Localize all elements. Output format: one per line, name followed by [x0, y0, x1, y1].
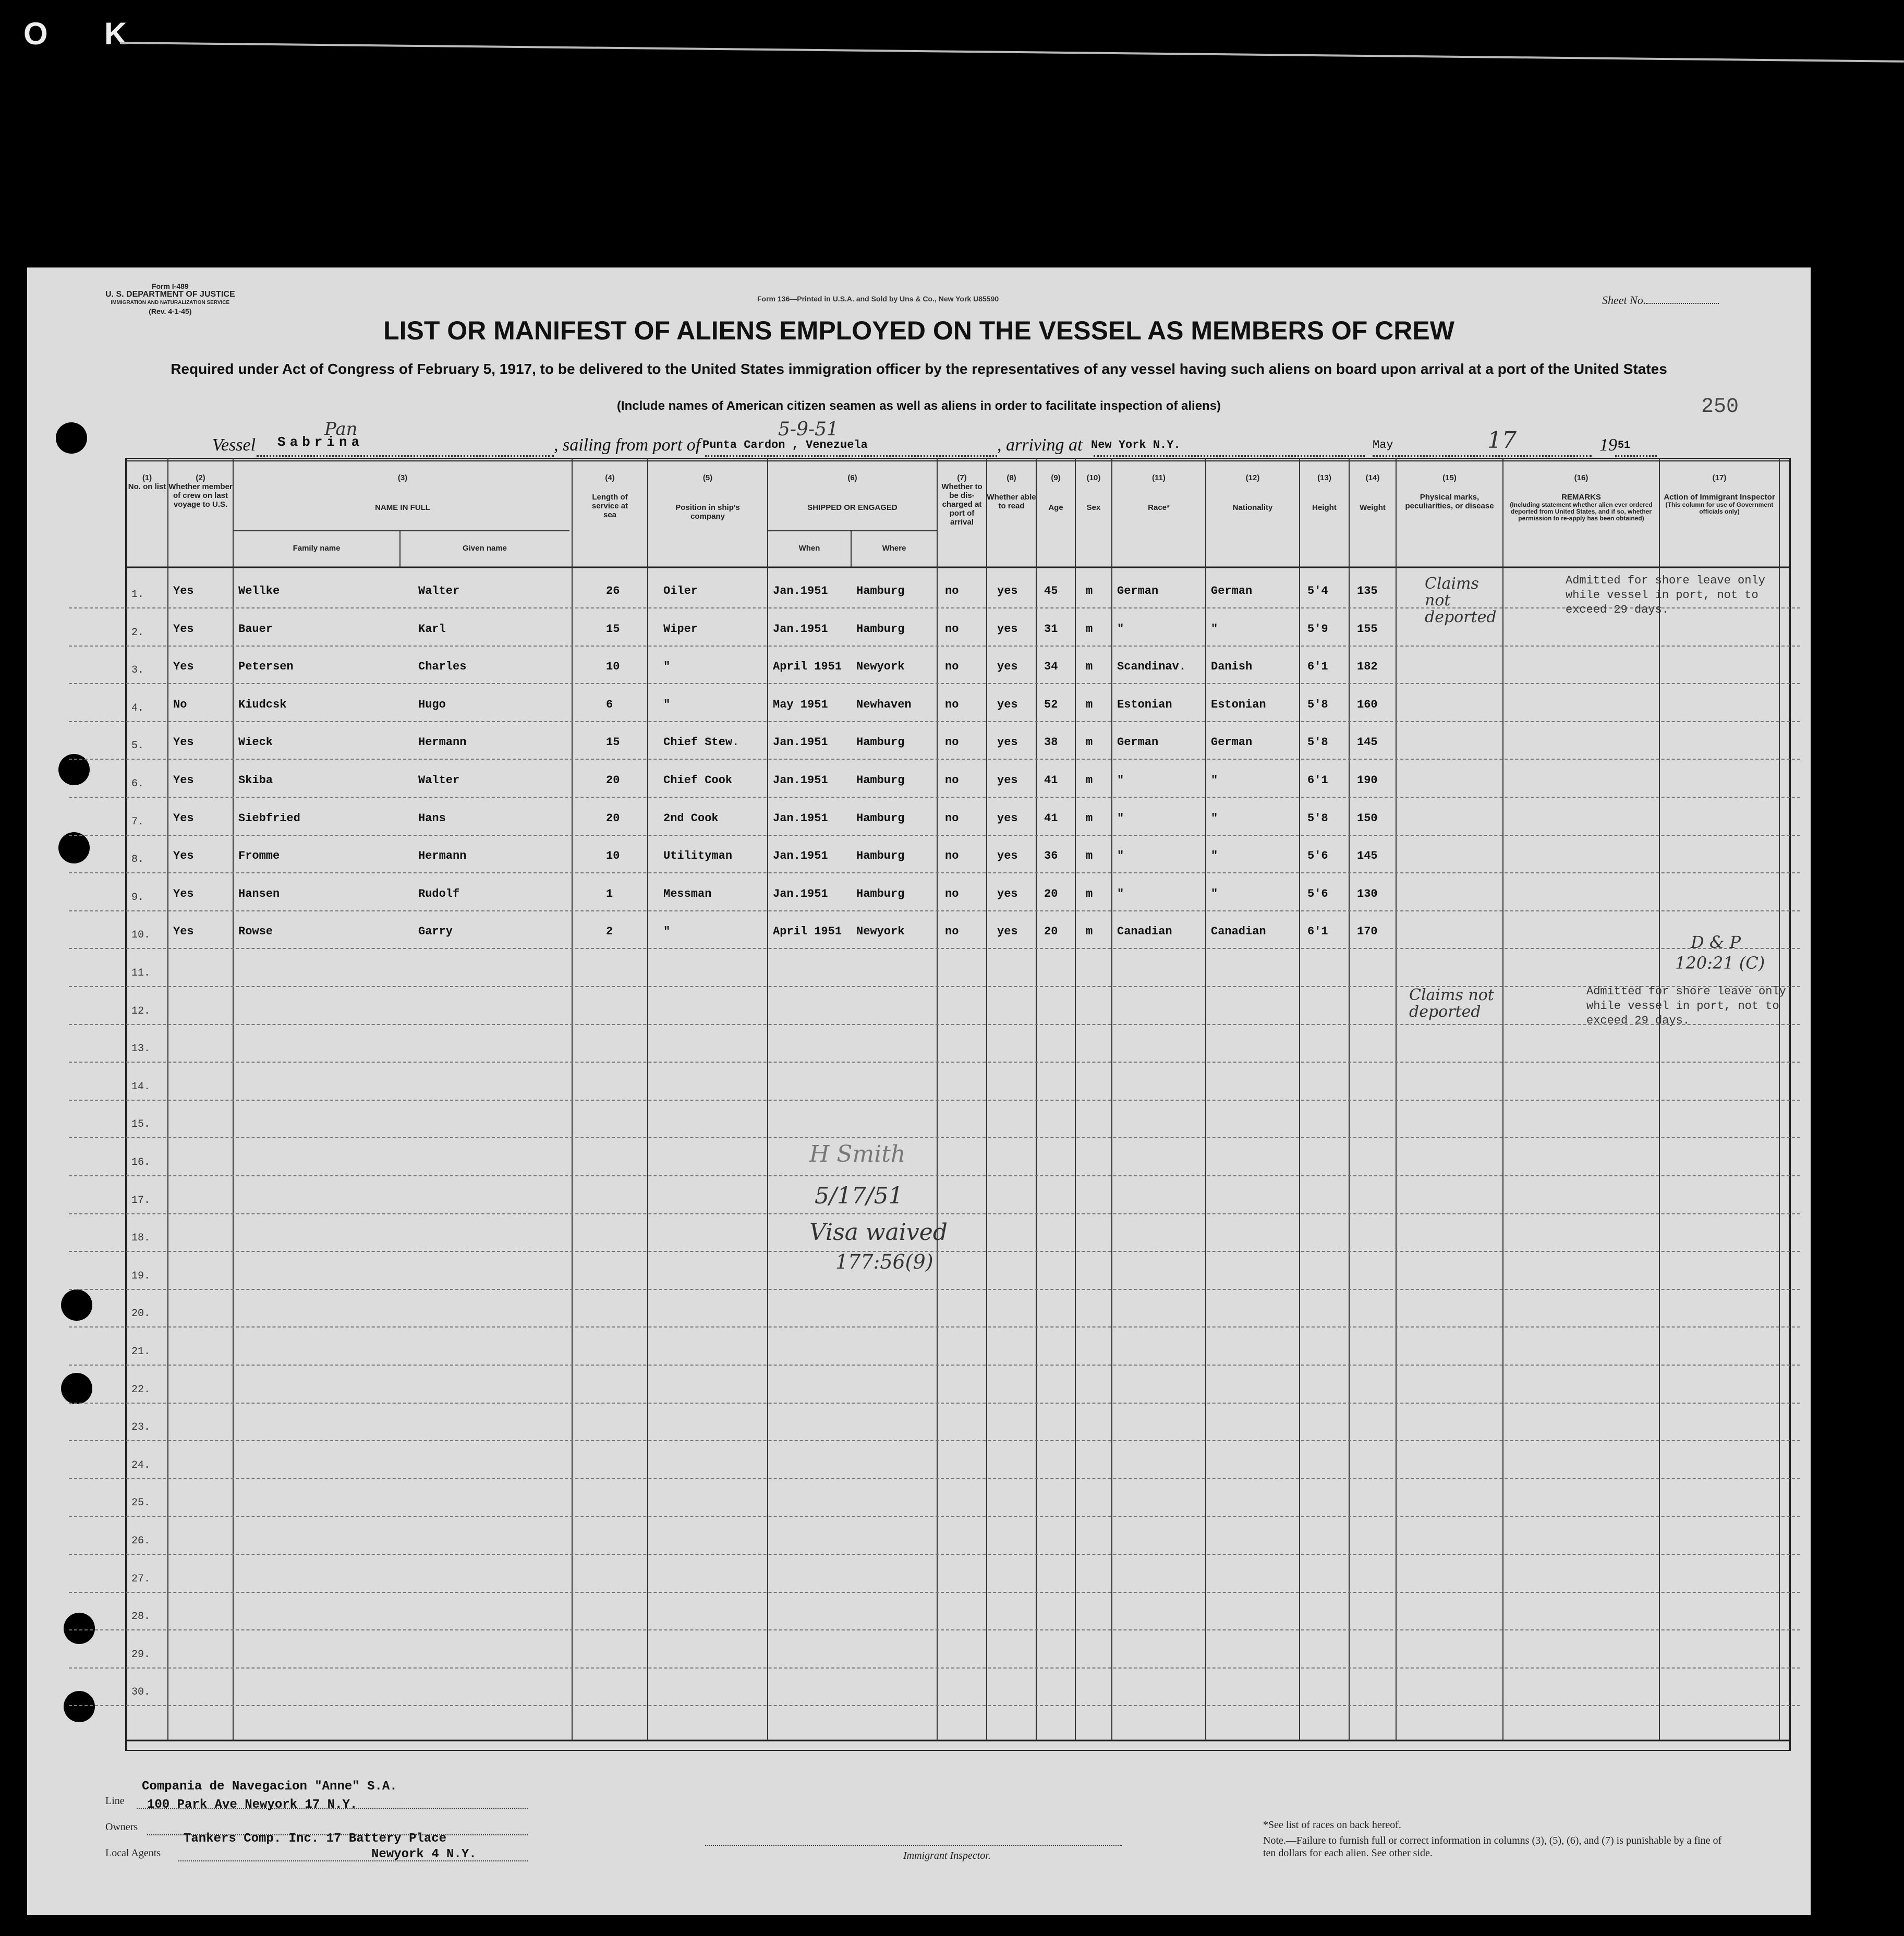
row-number: 11. [131, 967, 151, 979]
cell-age: 36 [1044, 849, 1058, 863]
cell-age: 41 [1044, 774, 1058, 787]
cell-race: German [1117, 736, 1159, 749]
cell-family-name: Kiudcsk [238, 698, 287, 711]
department: U. S. DEPARTMENT OF JUSTICE [105, 290, 235, 299]
cell-position: Chief Cook [663, 774, 733, 787]
empty-row [69, 987, 1800, 1025]
remark-shore-leave-1: Admitted for shore leave only while vessel in port, not to exceed 29 days. [1566, 574, 1765, 616]
cell-weight: 190 [1357, 774, 1378, 787]
arrival-month: May [1373, 439, 1393, 452]
cell-last-voyage: Yes [173, 774, 194, 787]
crew-row [69, 646, 1800, 684]
sheet-number [1602, 294, 1719, 307]
races-note: *See list of races on back hereof. [1263, 1819, 1401, 1831]
row-number: 29. [131, 1648, 151, 1661]
cell-height: 6'1 [1307, 660, 1328, 674]
cell-able-to-read: yes [997, 774, 1018, 787]
cell-weight: 145 [1357, 736, 1378, 749]
col-physical-header: (15) Physical marks, peculiarities, or disease [1405, 473, 1494, 510]
row-number: 13. [131, 1043, 151, 1055]
cell-weight: 170 [1357, 925, 1378, 939]
col-read-header: (8) Whether able to read [987, 473, 1036, 510]
cell-age: 38 [1044, 736, 1058, 749]
cell-sex: m [1086, 849, 1093, 863]
crew-row [69, 797, 1800, 836]
cell-able-to-read: yes [997, 585, 1018, 598]
visa-waived: Visa waived [809, 1219, 948, 1246]
cell-last-voyage: Yes [173, 736, 194, 749]
line-company: Compania de Navegacion "Anne" S.A. [142, 1780, 397, 1794]
col-race-header: (11) Race* [1148, 473, 1170, 512]
cell-given-name: Garry [418, 925, 453, 939]
row-number: 19. [131, 1270, 151, 1282]
cell-shipped-when: Jan.1951 [773, 585, 828, 598]
cell-sex: m [1086, 660, 1093, 674]
cell-given-name: Rudolf [418, 887, 460, 900]
cell-shipped-where: Newyork [856, 925, 905, 939]
cell-able-to-read: yes [997, 698, 1018, 711]
row-number: 2. [131, 626, 144, 639]
cell-nationality: " [1211, 811, 1218, 825]
cell-age: 20 [1044, 887, 1058, 900]
year-suffix: 51 [1618, 440, 1631, 452]
arriving-label: , arriving at [997, 435, 1083, 455]
row-number: 12. [131, 1005, 151, 1017]
crew-row [69, 910, 1800, 949]
cell-service-years: 10 [606, 849, 620, 863]
row-number: 14. [131, 1080, 151, 1093]
col-service-header: (4) Length of service at sea [591, 473, 628, 519]
cell-height: 5'4 [1307, 585, 1328, 598]
vessel-name: Sabrina [277, 434, 364, 450]
col-action-header: (17) Action of Immigrant Inspector (This column for use of Government officials only) [1664, 473, 1775, 515]
cell-height: 5'8 [1307, 736, 1328, 749]
cell-shipped-when: Jan.1951 [773, 887, 828, 900]
crew-row [69, 570, 1800, 608]
legal-requirement: Required under Act of Congress of February 5, 1917, to be delivered to the United States immigration officer by the representatives of any vessel having such aliens on board upon arrival at a port of the United States [171, 361, 1667, 377]
penalty-note: Note.—Failure to furnish full or correct information in columns (3), (5), (6), and (7) is punishable by a fine of ten dollars for each alien. See other side. [1263, 1835, 1722, 1859]
cell-shipped-where: Hamburg [856, 887, 905, 900]
row-number: 7. [131, 815, 144, 828]
col-when-header: When [798, 544, 820, 553]
row-number: 27. [131, 1573, 151, 1585]
cell-given-name: Walter [418, 585, 460, 598]
row-number: 16. [131, 1156, 151, 1168]
crew-row [69, 835, 1800, 873]
empty-row [69, 1289, 1800, 1328]
sailing-port: Punta Cardon , Venezuela [702, 439, 868, 452]
cell-service-years: 10 [606, 660, 620, 674]
empty-row [69, 1630, 1800, 1669]
empty-row [69, 1478, 1800, 1517]
cell-sex: m [1086, 736, 1093, 749]
visa-code: 177:56(9) [835, 1250, 933, 1273]
cell-weight: 155 [1357, 622, 1378, 636]
cell-last-voyage: Yes [173, 925, 194, 939]
cell-given-name: Charles [418, 660, 467, 674]
cell-discharged: no [945, 622, 959, 636]
corner-mark-o: O [23, 16, 48, 51]
cell-shipped-when: Jan.1951 [773, 849, 828, 863]
crew-row [69, 608, 1800, 647]
row-number: 26. [131, 1535, 151, 1547]
arrival-day: 17 [1487, 427, 1517, 454]
cell-weight: 150 [1357, 811, 1378, 825]
row-number: 10. [131, 929, 151, 942]
claims-not-deported-2: Claims not deported [1409, 986, 1494, 1021]
cell-position: " [663, 698, 671, 711]
cell-family-name: Rowse [238, 925, 273, 939]
service: IMMIGRATION AND NATURALIZATION SERVICE [111, 300, 230, 306]
inspector-signature: H Smith [809, 1141, 906, 1167]
cell-height: 5'9 [1307, 622, 1328, 636]
cell-race: " [1117, 887, 1124, 900]
col-age-header: (9) Age [1048, 473, 1063, 512]
cell-race: Canadian [1117, 925, 1172, 939]
row-number: 4. [131, 702, 144, 714]
row-number: 18. [131, 1232, 151, 1245]
col-discharged-header: (7) Whether to be dis-charged at port of arrival [941, 473, 983, 527]
cell-age: 45 [1044, 585, 1058, 598]
claims-not-deported-1: Claims not deported [1425, 575, 1497, 626]
cell-sex: m [1086, 774, 1093, 787]
row-number: 8. [131, 854, 144, 866]
cell-service-years: 6 [606, 698, 613, 711]
cell-shipped-where: Hamburg [856, 622, 905, 636]
cell-given-name: Hermann [418, 736, 467, 749]
cell-sex: m [1086, 698, 1093, 711]
row-number: 23. [131, 1421, 151, 1434]
cell-discharged: no [945, 811, 959, 825]
cell-last-voyage: Yes [173, 887, 194, 900]
cell-weight: 160 [1357, 698, 1378, 711]
vessel-hand: Pan [324, 419, 358, 440]
cell-service-years: 20 [606, 811, 620, 825]
include-note: (Include names of American citizen seamen as well as aliens in order to facilitate inspection of aliens) [616, 399, 1221, 413]
cell-able-to-read: yes [997, 925, 1018, 939]
empty-row [69, 1024, 1800, 1063]
cell-discharged: no [945, 849, 959, 863]
col-given-name-header: Given name [462, 544, 507, 553]
col-position-header: (5) Position in ship's company [675, 473, 740, 521]
film-edge-line [120, 42, 1904, 63]
cell-last-voyage: Yes [173, 622, 194, 636]
empty-row [69, 1251, 1800, 1290]
empty-row [69, 1592, 1800, 1630]
form-id-block [105, 282, 235, 315]
binder-hole [56, 422, 87, 454]
col-family-name-header: Family name [293, 544, 341, 553]
cell-nationality: Estonian [1211, 698, 1266, 711]
col-remarks-header: (16) REMARKS (Including statement whether alien ever ordered deported from United States, and if so, whether permission to re-apply has been obtained) [1510, 473, 1653, 522]
cell-shipped-when: April 1951 [773, 925, 842, 939]
line-address: 100 Park Ave Newyork 17 N.Y. [147, 1798, 358, 1812]
cell-position: " [663, 925, 671, 939]
col-shipped-header: (6) SHIPPED OR ENGAGED [807, 473, 898, 512]
sheet-label: Sheet No. [1602, 294, 1646, 307]
crew-row [69, 684, 1800, 722]
cell-discharged: no [945, 585, 959, 598]
cell-shipped-when: Jan.1951 [773, 811, 828, 825]
cell-weight: 145 [1357, 849, 1378, 863]
row-number: 9. [131, 891, 144, 904]
row-number: 5. [131, 740, 144, 752]
cell-weight: 182 [1357, 660, 1378, 674]
cell-able-to-read: yes [997, 849, 1018, 863]
cell-position: Wiper [663, 622, 698, 636]
row-number: 28. [131, 1611, 151, 1623]
form-number: Form I-489 [151, 282, 189, 290]
row-number: 21. [131, 1346, 151, 1358]
col-last-voyage-header: (2) Whether member of crew on last voyage to U.S. [168, 473, 233, 509]
cell-age: 34 [1044, 660, 1058, 674]
cell-race: " [1117, 849, 1124, 863]
inspector-note-code: 120:21 (C) [1675, 953, 1765, 973]
cell-given-name: Hugo [418, 698, 446, 711]
inspector-note-dp: D & P [1691, 932, 1741, 952]
cell-family-name: Wieck [238, 736, 273, 749]
crew-row [69, 759, 1800, 798]
cell-discharged: no [945, 925, 959, 939]
empty-row [69, 1441, 1800, 1479]
page-title: LIST OR MANIFEST OF ALIENS EMPLOYED ON THE VESSEL AS MEMBERS OF CREW [383, 316, 1454, 345]
cell-position: Messman [663, 887, 712, 900]
printer-line: Form 136—Printed in U.S.A. and Sold by Uns & Co., New York U85590 [757, 295, 999, 303]
cell-position: 2nd Cook [663, 811, 719, 825]
cell-race: Scandinav. [1117, 660, 1186, 674]
cell-height: 5'6 [1307, 849, 1328, 863]
cell-given-name: Walter [418, 774, 460, 787]
manifest-sheet [27, 267, 1811, 1915]
row-number: 20. [131, 1308, 151, 1320]
cell-position: Chief Stew. [663, 736, 739, 749]
cell-family-name: Fromme [238, 849, 280, 863]
cell-family-name: Petersen [238, 660, 294, 674]
cell-nationality: " [1211, 849, 1218, 863]
cell-race: " [1117, 811, 1124, 825]
col-where-header: Where [882, 544, 906, 553]
cell-service-years: 26 [606, 585, 620, 598]
year-prefix: 19 [1599, 435, 1617, 455]
cell-shipped-where: Hamburg [856, 811, 905, 825]
cell-nationality: German [1211, 736, 1253, 749]
cell-nationality: German [1211, 585, 1253, 598]
sailing-label: , sailing from port of [554, 435, 701, 455]
row-number: 30. [131, 1686, 151, 1699]
cell-position: " [663, 660, 671, 674]
cell-shipped-where: Hamburg [856, 585, 905, 598]
row-number: 6. [131, 778, 144, 790]
cell-discharged: no [945, 774, 959, 787]
empty-row [69, 1327, 1800, 1366]
cell-nationality: " [1211, 887, 1218, 900]
empty-row [69, 1516, 1800, 1555]
cell-height: 5'6 [1307, 887, 1328, 900]
row-number: 15. [131, 1118, 151, 1131]
cell-shipped-when: Jan.1951 [773, 736, 828, 749]
cell-height: 5'8 [1307, 811, 1328, 825]
col-weight-header: (14) Weight [1360, 473, 1386, 512]
crew-table [69, 458, 1800, 1751]
crew-row [69, 873, 1800, 911]
cell-last-voyage: No [173, 698, 187, 711]
crew-row [69, 721, 1800, 760]
revision: (Rev. 4-1-45) [149, 307, 192, 315]
empty-row [69, 1667, 1800, 1706]
cell-last-voyage: Yes [173, 849, 194, 863]
cell-shipped-where: Newhaven [856, 698, 912, 711]
cell-shipped-when: Jan.1951 [773, 774, 828, 787]
cell-service-years: 15 [606, 736, 620, 749]
cell-discharged: no [945, 698, 959, 711]
cell-height: 6'1 [1307, 925, 1328, 939]
cell-discharged: no [945, 660, 959, 674]
row-number: 24. [131, 1459, 151, 1471]
cell-race: " [1117, 622, 1124, 636]
cell-shipped-when: April 1951 [773, 660, 842, 674]
cell-shipped-where: Hamburg [856, 736, 905, 749]
row-number: 25. [131, 1497, 151, 1509]
cell-shipped-where: Newyork [856, 660, 905, 674]
cell-able-to-read: yes [997, 660, 1018, 674]
cell-family-name: Bauer [238, 622, 273, 636]
cell-discharged: no [945, 887, 959, 900]
cell-race: German [1117, 585, 1159, 598]
cell-height: 6'1 [1307, 774, 1328, 787]
col-no-header: (1) No. on list [128, 473, 166, 491]
cell-weight: 135 [1357, 585, 1378, 598]
cell-sex: m [1086, 811, 1093, 825]
empty-row [69, 1138, 1800, 1176]
arriving-port: New York N.Y. [1091, 439, 1181, 452]
cell-nationality: Canadian [1211, 925, 1266, 939]
empty-row [69, 948, 1800, 987]
cell-family-name: Hansen [238, 887, 280, 900]
row-number: 22. [131, 1383, 151, 1396]
cell-given-name: Hans [418, 811, 446, 825]
page-number: 250 [1701, 395, 1739, 419]
cell-shipped-when: May 1951 [773, 698, 828, 711]
cell-last-voyage: Yes [173, 811, 194, 825]
empty-row [69, 1100, 1800, 1138]
vessel-label: Vessel [212, 435, 256, 455]
cell-sex: m [1086, 925, 1093, 939]
cell-able-to-read: yes [997, 736, 1018, 749]
empty-row [69, 1554, 1800, 1593]
cell-nationality: Danish [1211, 660, 1253, 674]
cell-service-years: 2 [606, 925, 613, 939]
empty-row [69, 1176, 1800, 1214]
cell-family-name: Wellke [238, 585, 280, 598]
cell-given-name: Hermann [418, 849, 467, 863]
agents-label: Local Agents [105, 1847, 161, 1859]
cell-age: 41 [1044, 811, 1058, 825]
cell-weight: 130 [1357, 887, 1378, 900]
cell-shipped-where: Hamburg [856, 774, 905, 787]
cell-family-name: Skiba [238, 774, 273, 787]
line-label: Line [105, 1795, 125, 1807]
cell-sex: m [1086, 622, 1093, 636]
cell-position: Oiler [663, 585, 698, 598]
row-number: 17. [131, 1194, 151, 1207]
col-name-header: (3) NAME IN FULL [375, 473, 430, 512]
cell-last-voyage: Yes [173, 585, 194, 598]
cell-race: " [1117, 774, 1124, 787]
cell-height: 5'8 [1307, 698, 1328, 711]
cell-family-name: Siebfried [238, 811, 300, 825]
cell-sex: m [1086, 585, 1093, 598]
remark-shore-leave-2: Admitted for shore leave only while vessel in port, not to exceed 29 days. [1586, 985, 1786, 1027]
corner-mark-k: K [104, 16, 127, 51]
cell-service-years: 1 [606, 887, 613, 900]
cell-age: 31 [1044, 622, 1058, 636]
cell-shipped-when: Jan.1951 [773, 622, 828, 636]
sailing-date-hand: 5-9-51 [778, 419, 839, 440]
owners-label: Owners [105, 1821, 138, 1833]
cell-position: Utilityman [663, 849, 733, 863]
cell-given-name: Karl [418, 622, 446, 636]
col-sex-header: (10) Sex [1086, 473, 1101, 512]
cell-able-to-read: yes [997, 811, 1018, 825]
cell-age: 20 [1044, 925, 1058, 939]
agents-value: Newyork 4 N.Y. [371, 1847, 477, 1861]
empty-row [69, 1365, 1800, 1404]
cell-nationality: " [1211, 622, 1218, 636]
cell-age: 52 [1044, 698, 1058, 711]
col-nationality-header: (12) Nationality [1232, 473, 1273, 512]
empty-row [69, 1403, 1800, 1441]
cell-race: Estonian [1117, 698, 1172, 711]
owners-value: Tankers Comp. Inc. 17 Battery Place [184, 1832, 447, 1846]
col-height-header: (13) Height [1312, 473, 1337, 512]
cell-service-years: 15 [606, 622, 620, 636]
signature-date: 5/17/51 [815, 1183, 903, 1209]
inspector-label: Immigrant Inspector. [903, 1850, 991, 1861]
cell-able-to-read: yes [997, 622, 1018, 636]
empty-row [69, 1062, 1800, 1101]
cell-able-to-read: yes [997, 887, 1018, 900]
cell-last-voyage: Yes [173, 660, 194, 674]
cell-service-years: 20 [606, 774, 620, 787]
cell-nationality: " [1211, 774, 1218, 787]
cell-sex: m [1086, 887, 1093, 900]
row-number: 1. [131, 589, 144, 601]
cell-shipped-where: Hamburg [856, 849, 905, 863]
row-number: 3. [131, 664, 144, 677]
cell-discharged: no [945, 736, 959, 749]
